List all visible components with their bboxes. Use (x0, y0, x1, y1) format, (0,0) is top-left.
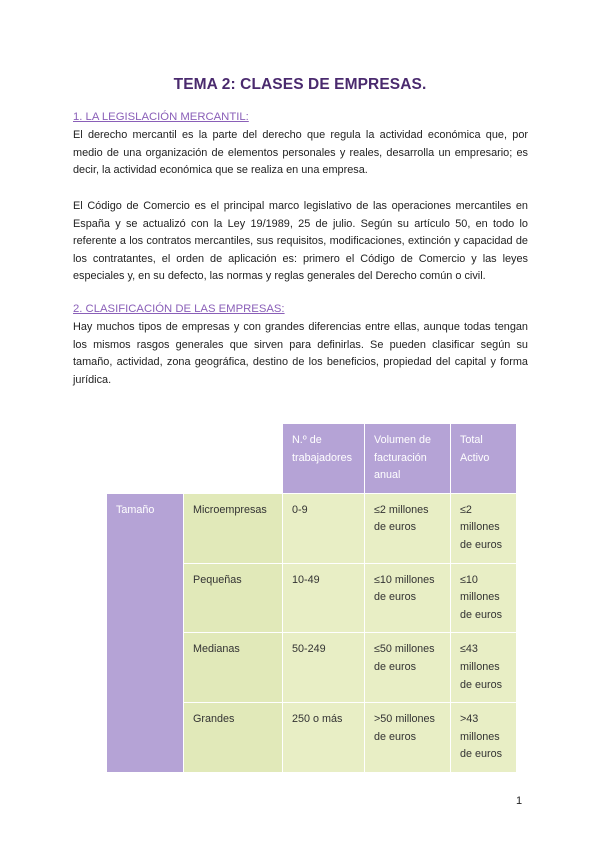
table-header-row (107, 424, 517, 494)
category-cell: Grandes (184, 703, 283, 773)
category-cell: Microempresas (184, 493, 283, 563)
workers-cell: 50-249 (283, 633, 365, 703)
assets-cell: >43 millones de euros (451, 703, 517, 773)
company-size-table (106, 423, 517, 773)
assets-cell: ≤10 millones de euros (451, 563, 517, 633)
paragraph-clasificacion: Hay muchos tipos de empresas y con grandes diferencias entre ellas, aunque todas tengan los mismos rasgos generales que sirven para definirlas. Se pueden clasificar según su tamaño, actividad, zona geográfica, destino de los beneficios, propiedad del capital y forma jurídica. (73, 321, 528, 386)
category-cell: Medianas (184, 633, 283, 703)
header-workers: N.º de trabajadores (283, 424, 365, 494)
paragraph-derecho-mercantil: El derecho mercantil es la parte del derecho que regula la actividad económica que, por medio de una organización de elementos personales y reales, desarrolla un empresario; es decir, la actividad económica que se realiza en una empresa. (73, 129, 528, 177)
revenue-cell: ≤50 millones de euros (365, 633, 451, 703)
workers-cell: 0-9 (283, 493, 365, 563)
page-title: TEMA 2: CLASES DE EMPRESAS. (173, 76, 427, 93)
category-cell: Pequeñas (184, 563, 283, 633)
header-assets: Total Activo (451, 424, 517, 494)
table-empty-cell (107, 424, 184, 494)
workers-cell: 10-49 (283, 563, 365, 633)
assets-cell: ≤2 millones de euros (451, 493, 517, 563)
revenue-cell: ≤2 millones de euros (365, 493, 451, 563)
row-label-tamano: Tamaño (107, 493, 184, 772)
workers-cell: 250 o más (283, 703, 365, 773)
header-revenue: Volumen de facturación anual (365, 424, 451, 494)
table-empty-cell (184, 424, 283, 494)
assets-cell: ≤43 millones de euros (451, 633, 517, 703)
section-heading-clasificacion: 2. CLASIFICACIÓN DE LAS EMPRESAS: (73, 303, 285, 315)
revenue-cell: >50 millones de euros (365, 703, 451, 773)
page-number: 1 (516, 795, 523, 807)
table-row (107, 493, 517, 563)
paragraph-codigo-comercio: El Código de Comercio es el principal marco legislativo de las operaciones mercantiles en España y se actualizó con la Ley 19/1989, 25 de julio. Según su artículo 50, en todo lo referente a los contratos mercantiles, sus requisitos, modificaciones, extinción y capacidad de los contratantes, el orden de aplicación es: primero el Código de Comercio y las leyes especiales y, en su defecto, las normas y reglas generales del Derecho común o civil. (73, 200, 528, 283)
revenue-cell: ≤10 millones de euros (365, 563, 451, 633)
section-heading-legislacion: 1. LA LEGISLACIÓN MERCANTIL: (73, 111, 249, 123)
